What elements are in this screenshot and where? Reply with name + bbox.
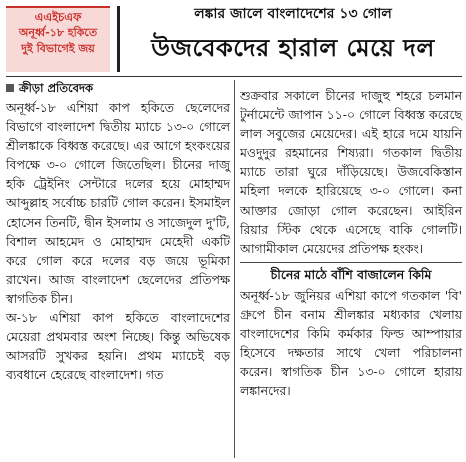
header-divider <box>117 6 120 72</box>
header-rule <box>6 76 462 77</box>
category-box <box>6 6 110 72</box>
byline-text: ক্রীড়া প্রতিবেদক <box>19 81 94 95</box>
paragraph: অনূর্ধ্ব-১৮ জুনিয়র এশিয়া কাপে গতকাল 'বি' গ্রুপে চীন বনাম শ্রীলঙ্কার মধ্যকার খেলায় বাংলাদেশের কিমি কর্মকার ফিল্ড আম্পায়ার হিসেবে দক্ষতার সাথে খেলা পরিচালনা করেন। স্বাগতিক চীন ১৩-০ গোলে হারায় লঙ্কানদের। <box>240 287 462 399</box>
headline: উজবেকদের হারাল মেয়ে দল <box>151 34 435 62</box>
column-divider <box>234 80 235 458</box>
paragraph: অ-১৮ এশিয়া কাপ হকিতে বাংলাদেশের মেয়েরা প্রথমবার অংশ নিচ্ছে। কিন্তু অভিষেক আসরটি সুখকর হয়নি। প্রথম ম্যাচেই বড় ব্যবধানে হেরেছে বাংলাদেশ। গত <box>6 310 230 383</box>
subheadline: চীনের মাঠে বাঁশি বাজালেন কিমি <box>240 262 462 284</box>
paragraph: শুক্রবার সকালে চীনের দাজুহু শহরে চলমান টুর্নামেন্টে জাপান ১১-০ গোলে বিধ্বস্ত করেছে লাল সবুজের মেয়েদের। এই হারে দমে যায়নি মওদুদুর রহমানের শিষ্যরা। গতকাল দ্বিতীয় ম্যাচে তারা ঘুরে দাঁড়িয়েছে। উজবেকিস্তান মহিলা দলকে হারিয়েছে ৩-০ গোলে। কনা আক্তার জোড়া গোল করেছেন। আইরিন রিয়ার স্টিক থেকে এসেছে বাকি গোলটি। আগামীকাল মেয়েদের প্রতিপক্ষ হংকং। <box>240 88 462 256</box>
paragraph: অনূর্ধ্ব-১৮ এশিয়া কাপ হকিতে ছেলেদের বিভাগে বাংলাদেশ দ্বিতীয় ম্যাচে ১৩-০ গোলে শ্রীলঙ্কাকে বিধ্বস্ত করেছে। এর আগে হংকংয়ের বিপক্ষে ৩-০ গোলে জিতেছিল। চীনের দাজু হকি ট্রেইনিং সেন্টারে দলের হয়ে মোহাম্মদ আব্দুল্লাহ সর্বোচ্চ চারটি গোল করেন। ইসমাইল হোসেন তিনটি, দ্বীন ইসলাম ও সাজেদুল দু'টি, বিশাল আহমেদ ও মোহাম্মদ মেহেদী একটি করে গোল করে দলের বড় জয়ে ভূমিকা রাখেন। আজ বাংলাদেশ ছেলেদের প্রতিপক্ষ স্বাগতিক চীন। <box>6 100 230 306</box>
kicker: লঙ্কার জালে বাংলাদেশের ১৩ গোল <box>194 6 392 22</box>
article-column-1 <box>6 80 230 384</box>
bullet-icon <box>6 84 14 92</box>
article-column-2 <box>240 86 462 400</box>
category-subtitle-2: দুই বিভাগেই জয় <box>21 42 95 55</box>
byline <box>6 80 230 97</box>
category-subtitle-1: অনূর্ধ্ব-১৮ হকিতে <box>18 26 98 39</box>
category-label: এএইচএফ <box>34 10 82 24</box>
